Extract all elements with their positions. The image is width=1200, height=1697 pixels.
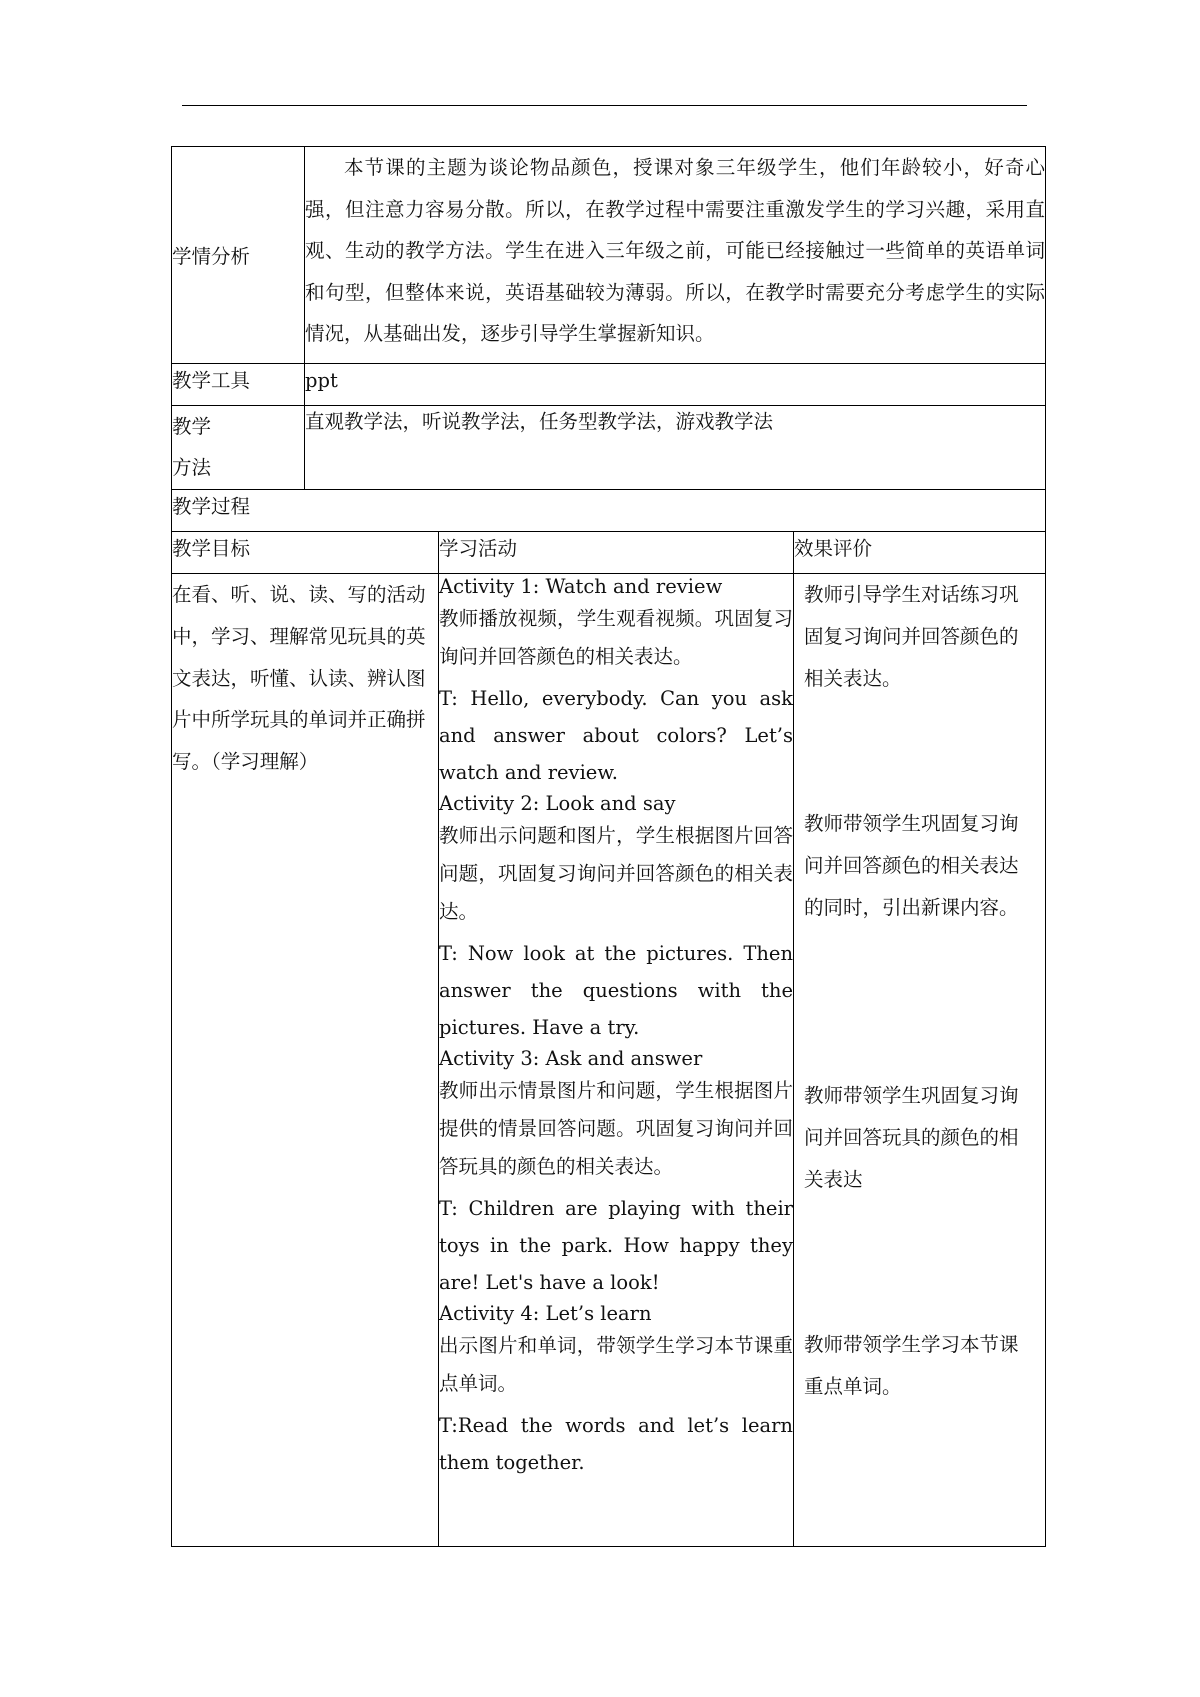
tools-label: 教学工具 — [172, 364, 305, 406]
activity-2 — [439, 791, 793, 1046]
activity-2-en: T: Now look at the pictures. Then answer the questions with the pictures. Have a try. — [439, 942, 793, 1039]
process-row — [172, 490, 1046, 532]
analysis-text-cell — [305, 147, 1046, 364]
header-rule — [182, 105, 1027, 106]
activity-1-en: T: Hello, everybody. Can you ask and answer about colors? Let’s watch and review. — [439, 687, 793, 784]
activity-4-en: T:Read the words and let’s learn them together. — [439, 1414, 793, 1474]
activity-3-cn: 教师出示情景图片和问题，学生根据图片提供的情景回答问题。巩固复习询问并回答玩具的颜色的相关表达。 — [439, 1079, 793, 1178]
evaluation-3: 教师带领学生巩固复习询问并回答玩具的颜色的相关表达 — [804, 1084, 1019, 1191]
evaluation-column-header: 效果评价 — [794, 532, 1046, 574]
goal-text: 在看、听、说、读、写的活动中，学习、理解常见玩具的英文表达，听懂、认读、辨认图片中所学玩具的单词并正确拼写。（学习理解） — [172, 583, 426, 774]
activity-cell — [439, 574, 794, 1547]
activity-column-header: 学习活动 — [439, 532, 794, 574]
analysis-text: 本节课的主题为谈论物品颜色，授课对象三年级学生，他们年龄较小，好奇心强，但注意力容易分散。所以，在教学过程中需要注重激发学生的学习兴趣，采用直观、生动的教学方法。学生在进入三年级之前，可能已经接触过一些简单的英语单词和句型，但整体来说，英语基础较为薄弱。所以，在教学时需要充分考虑学生的实际情况，从基础出发，逐步引导学生掌握新知识。 — [305, 156, 1046, 346]
method-label — [172, 406, 305, 490]
activity-3 — [439, 1046, 793, 1301]
goal-cell — [172, 574, 439, 1547]
activity-2-title: Activity 2: Look and say — [439, 792, 676, 815]
evaluation-cell — [794, 574, 1046, 1547]
goal-column-header: 教学目标 — [172, 532, 439, 574]
lesson-plan-table — [171, 146, 1046, 1547]
activity-1-title: Activity 1: Watch and review — [439, 575, 723, 598]
method-value: 直观教学法，听说教学法，任务型教学法，游戏教学法 — [305, 406, 1046, 490]
process-label: 教学过程 — [172, 490, 1046, 532]
evaluation-1: 教师引导学生对话练习巩固复习询问并回答颜色的相关表达。 — [804, 583, 1019, 690]
activity-4-title: Activity 4: Let’s learn — [439, 1302, 652, 1325]
activity-3-title: Activity 3: Ask and answer — [439, 1047, 703, 1070]
method-label-line2: 方法 — [172, 456, 212, 479]
method-label-line1: 教学 — [172, 415, 212, 438]
tools-row — [172, 364, 1046, 406]
column-header-row — [172, 532, 1046, 574]
activity-1 — [439, 574, 793, 791]
process-content-row — [172, 574, 1046, 1547]
tools-value: ppt — [305, 364, 1046, 406]
activity-2-cn: 教师出示问题和图片，学生根据图片回答问题，巩固复习询问并回答颜色的相关表达。 — [439, 824, 793, 923]
method-row — [172, 406, 1046, 490]
activity-4-cn: 出示图片和单词，带领学生学习本节课重点单词。 — [439, 1334, 793, 1395]
analysis-label: 学情分析 — [172, 147, 305, 364]
activity-3-en: T: Children are playing with their toys in the park. How happy they are! Let's have a look! — [439, 1197, 793, 1294]
evaluation-4: 教师带领学生学习本节课重点单词。 — [804, 1333, 1019, 1398]
activity-4 — [439, 1301, 793, 1481]
analysis-row — [172, 147, 1046, 364]
activity-1-cn: 教师播放视频，学生观看视频。巩固复习询问并回答颜色的相关表达。 — [439, 607, 793, 668]
evaluation-2: 教师带领学生巩固复习询问并回答颜色的相关表达的同时，引出新课内容。 — [804, 812, 1019, 919]
